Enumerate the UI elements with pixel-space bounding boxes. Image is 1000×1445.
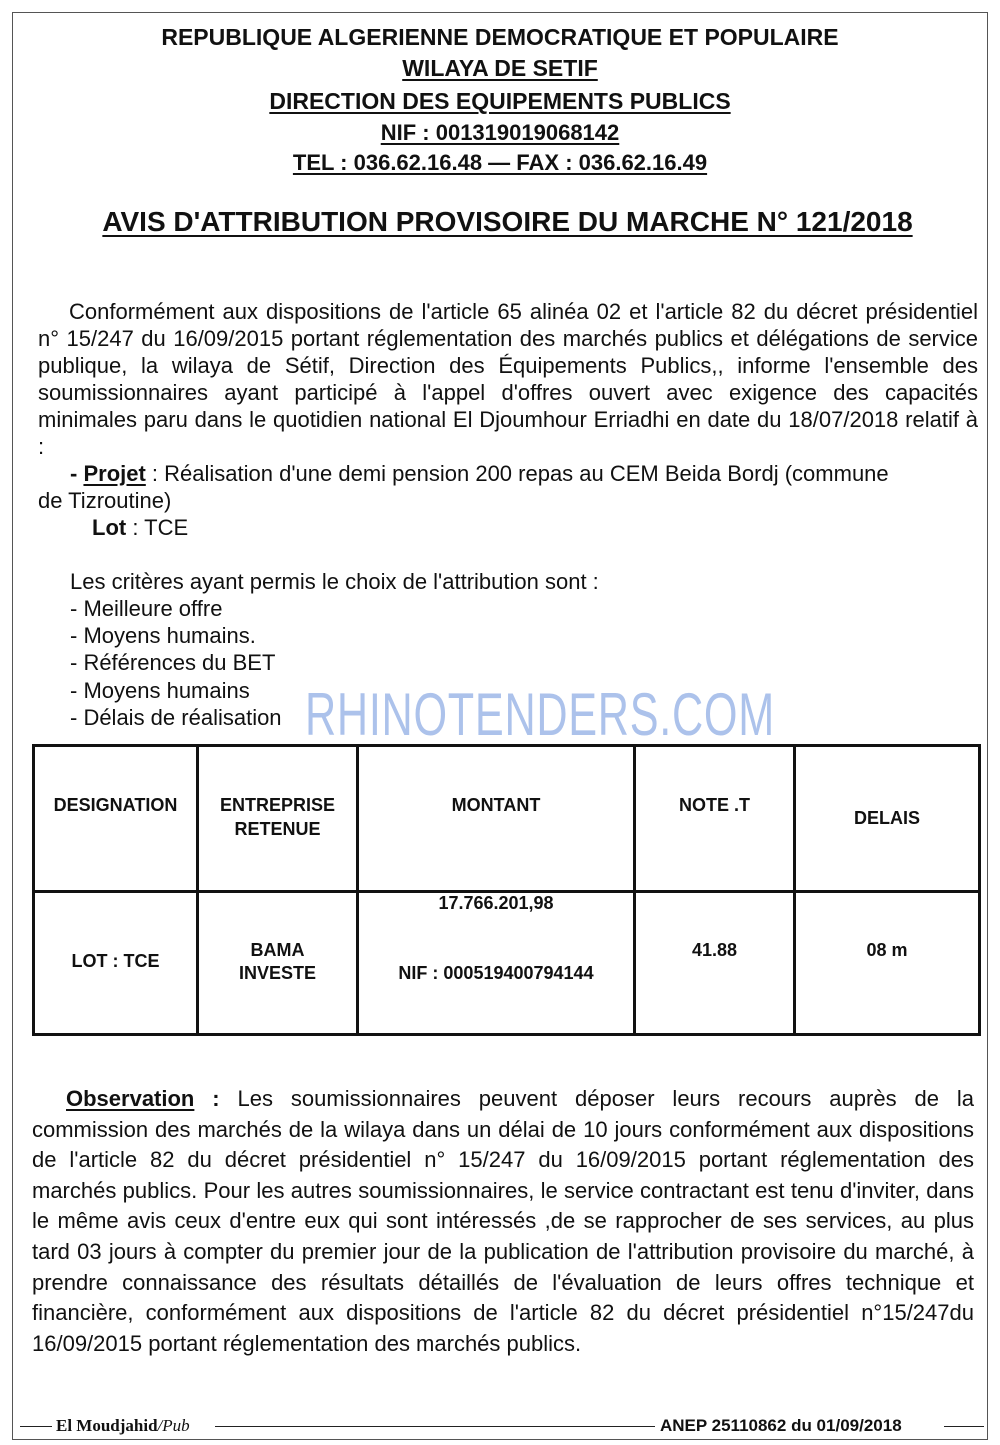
- criteria-item: - Moyens humains.: [70, 623, 256, 648]
- projet-text: : Réalisation d'une demi pension 200 repas au CEM Beida Bordj (commune: [145, 461, 889, 486]
- footer-newspaper-name: El Moudjahid: [56, 1416, 158, 1435]
- cell-entreprise: [198, 892, 358, 1035]
- footer-anep: ANEP 25110862 du 01/09/2018: [660, 1416, 902, 1435]
- table-row: [34, 892, 980, 1035]
- observation-label: Observation: [66, 1086, 195, 1111]
- header-wilaya-wrap: [0, 53, 1000, 84]
- criteria-item: - Moyens humains: [70, 678, 250, 703]
- header-cell-designation: [34, 746, 198, 892]
- header-nif: NIF : 001319019068142: [380, 120, 620, 145]
- intro-text: Conformément aux dispositions de l'article 65 alinéa 02 et l'article 82 du décret présidentiel n° 15/247 du 16/09/2015 portant réglementation des marchés publics et délégations de service publique, la wilaya de Sétif, Direction des Équipements Publics,, informe l'ensemble des soumissionnaires ayant participé à l'appel d'offres ouvert avec exigence des capacités minimales paru dans le quotidien national El Djoumhour Erriadhi en date du 18/07/2018 relatif à :: [38, 299, 978, 459]
- cell-delais: [795, 892, 980, 1035]
- notice-title: AVIS D'ATTRIBUTION PROVISOIRE DU MARCHE N° 121/2018: [102, 206, 913, 237]
- cell-montant: [358, 892, 635, 1035]
- header-designation: DESIGNATION: [53, 795, 178, 815]
- projet-line: - Projet : Réalisation d'une demi pension 200 repas au CEM Beida Bordj (commune: [70, 461, 889, 486]
- lot-line: [92, 514, 188, 541]
- header-direction-wrap: [0, 86, 1000, 117]
- observation-paragraph: [32, 1084, 974, 1359]
- header-wilaya: WILAYA DE SETIF: [402, 55, 598, 81]
- header-republic: REPUBLIQUE ALGERIENNE DEMOCRATIQUE ET POPULAIRE: [161, 24, 839, 50]
- cell-designation: [34, 892, 198, 1035]
- lot-text: : TCE: [126, 515, 189, 540]
- criteria-item: - Délais de réalisation: [70, 705, 282, 730]
- footer-pub: /Pub: [157, 1416, 190, 1435]
- footer-rule-middle: [215, 1426, 655, 1427]
- header-contact-wrap: [0, 147, 1000, 178]
- criteria-item: - Meilleure offre: [70, 596, 223, 621]
- cell-note: [635, 892, 795, 1035]
- table-header-row: [34, 746, 980, 892]
- attribution-table: [32, 744, 981, 1036]
- footer-rule-left: [20, 1426, 52, 1427]
- criteria-item: - Références du BET: [70, 650, 276, 675]
- lot-label: Lot: [92, 515, 127, 540]
- header-montant: MONTANT: [451, 795, 541, 815]
- header-nif-wrap: [0, 117, 1000, 148]
- footer-newspaper: [56, 1416, 190, 1436]
- header-cell-delais: [795, 746, 980, 892]
- header-cell-entreprise: [198, 746, 358, 892]
- watermark-text: RHINOTENDERS.COM: [305, 681, 775, 748]
- intro-paragraph: [38, 298, 978, 460]
- row-entreprise-2: INVESTE: [238, 963, 317, 983]
- header-direction: DIRECTION DES EQUIPEMENTS PUBLICS: [269, 88, 731, 114]
- observation-text: Les soumissionnaires peuvent déposer leurs recours auprès de la commission des marchés de la wilaya dans un délai de 10 jours conformément aux dispositions de l'article 82 du décret présidentiel n° 15/247 du 16/09/2015 portant réglementation des marchés publics. Pour les autres soumissionnaires, le service contractant est tenu d'inviter, dans le même avis ceux d'entre eux qui sont intéressés ,de se rapprocher de ses services, au plus tard 03 jours à compter du premier jour de la publication de l'attribution provisoire du marché, à prendre connaissance des résultats détaillés de l'évaluation de leurs offres technique et financière, conformément aux dispositions de l'article 82 du décret présidentiel n°15/247du 16/09/2015 portant réglementation des marchés publics.: [32, 1086, 975, 1356]
- row-designation: LOT : TCE: [71, 951, 160, 971]
- header-cell-montant: [358, 746, 635, 892]
- row-entreprise-1: BAMA: [250, 940, 305, 960]
- projet-text-cont: de Tizroutine): [38, 488, 172, 513]
- footer-rule-right: [944, 1426, 984, 1427]
- criteria-intro: Les critères ayant permis le choix de l'attribution sont :: [70, 569, 599, 594]
- header-cell-note: [635, 746, 795, 892]
- header-contact: TEL : 036.62.16.48 — FAX : 036.62.16.49: [292, 150, 708, 175]
- projet-label: Projet: [83, 461, 146, 486]
- header-delais: DELAIS: [853, 808, 920, 828]
- row-nif: NIF : 000519400794144: [398, 963, 594, 983]
- header-retenue: RETENUE: [234, 819, 321, 839]
- row-delais: 08 m: [866, 940, 908, 960]
- header-note: NOTE .T: [679, 795, 750, 815]
- observation-sep: :: [194, 1086, 238, 1111]
- row-montant: 17.766.201,98: [438, 893, 554, 913]
- row-note: 41.88: [691, 940, 738, 960]
- header-entreprise: ENTREPRISE: [219, 795, 336, 815]
